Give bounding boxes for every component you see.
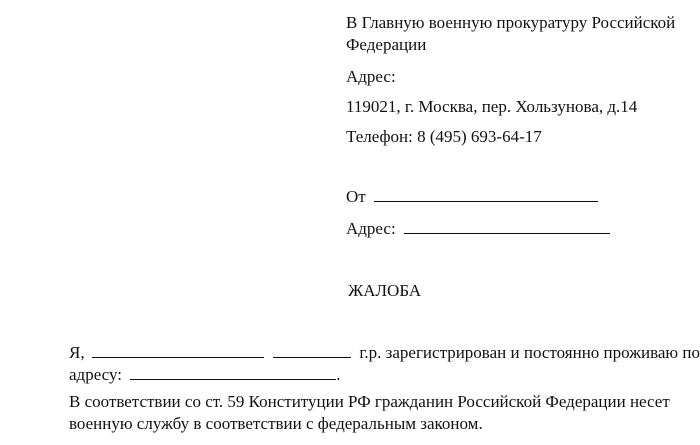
document-title: ЖАЛОБА xyxy=(348,281,422,300)
body-paragraph-2-line-2: военную службу в соответствии с федеральным законом. xyxy=(69,414,483,433)
body-i-label: Я, xyxy=(69,343,85,362)
sender-address-label: Адрес: xyxy=(346,219,396,238)
birth-year-blank[interactable] xyxy=(273,343,351,358)
sender-name-blank[interactable] xyxy=(374,187,598,202)
body-address-label: адресу: xyxy=(69,365,122,384)
addressee-address-value: 119021, г. Москва, пер. Хользунова, д.14 xyxy=(346,97,638,116)
sender-address-row xyxy=(346,218,610,240)
sender-from-row xyxy=(346,186,598,208)
addressee-address-label: Адрес: xyxy=(346,67,396,86)
body-address-blank[interactable] xyxy=(130,365,336,380)
addressee-line-1: В Главную военную прокуратуру Российской xyxy=(346,13,676,32)
full-name-blank[interactable] xyxy=(92,343,264,358)
addressee-line-2: Федерации xyxy=(346,35,427,54)
body-line-2 xyxy=(69,364,340,386)
sender-from-label: От xyxy=(346,187,366,206)
addressee-phone: Телефон: 8 (495) 693-64-17 xyxy=(346,127,542,146)
body-paragraph-2-line-1: В соответствии со ст. 59 Конституции РФ гражданин Российской Федерации несет xyxy=(69,392,670,411)
sender-address-blank[interactable] xyxy=(404,219,610,234)
body-period: . xyxy=(336,365,341,384)
body-line-1 xyxy=(69,342,700,364)
body-line-1-text: г.р. зарегистрирован и постоянно проживаю по xyxy=(359,343,700,362)
